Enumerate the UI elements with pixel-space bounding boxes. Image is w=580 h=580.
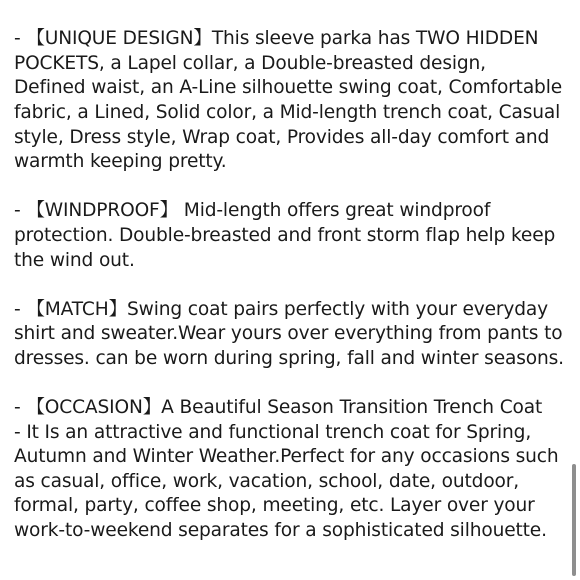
description-line (14, 0, 564, 3)
description-line: Autumn and Winter Weather.Perfect for any occasions such (14, 446, 559, 468)
description-line: formal, party, coffee shop, meeting, etc. Layer over your (14, 495, 535, 517)
vertical-scrollbar[interactable] (572, 464, 576, 576)
description-paragraph-windproof (14, 199, 564, 273)
description-line: - 【MATCH】Swing coat pairs perfectly with your everyday (14, 298, 549, 320)
description-line: the wind out. (14, 249, 135, 271)
description-line: Defined waist, an A-Line silhouette swing coat, Comfortable (14, 77, 563, 99)
description-line: work-to-weekend separates for a sophisticated silhouette. (14, 520, 547, 542)
description-line: - 【OCCASION】A Beautiful Season Transition Trench Coat (14, 397, 543, 419)
description-line: warmth keeping pretty. (14, 151, 227, 173)
description-line: dresses. can be worn during spring, fall and winter seasons. (14, 347, 564, 369)
description-line: - It Is an attractive and functional trench coat for Spring, (14, 421, 532, 443)
description-paragraph-intro-tail (14, 0, 564, 3)
description-line: style, Dress style, Wrap coat, Provides all-day comfort and (14, 126, 550, 148)
description-line: - 【WINDPROOF】 Mid-length offers great windproof (14, 200, 491, 222)
product-description (14, 0, 564, 568)
description-line: protection. Double-breasted and front storm flap help keep (14, 224, 556, 246)
description-line: fabric, a Lined, Solid color, a Mid-length trench coat, Casual (14, 101, 561, 123)
description-line: - 【UNIQUE DESIGN】This sleeve parka has TWO HIDDEN (14, 28, 539, 50)
description-line: POCKETS, a Lapel collar, a Double-breasted design, (14, 52, 486, 74)
description-paragraph-match (14, 298, 564, 372)
description-paragraph-occasion (14, 396, 564, 544)
description-line: shirt and sweater.Wear yours over everything from pants to (14, 323, 563, 345)
description-line: as casual, office, work, vacation, school, date, outdoor, (14, 470, 520, 492)
description-paragraph-unique-design (14, 27, 564, 175)
